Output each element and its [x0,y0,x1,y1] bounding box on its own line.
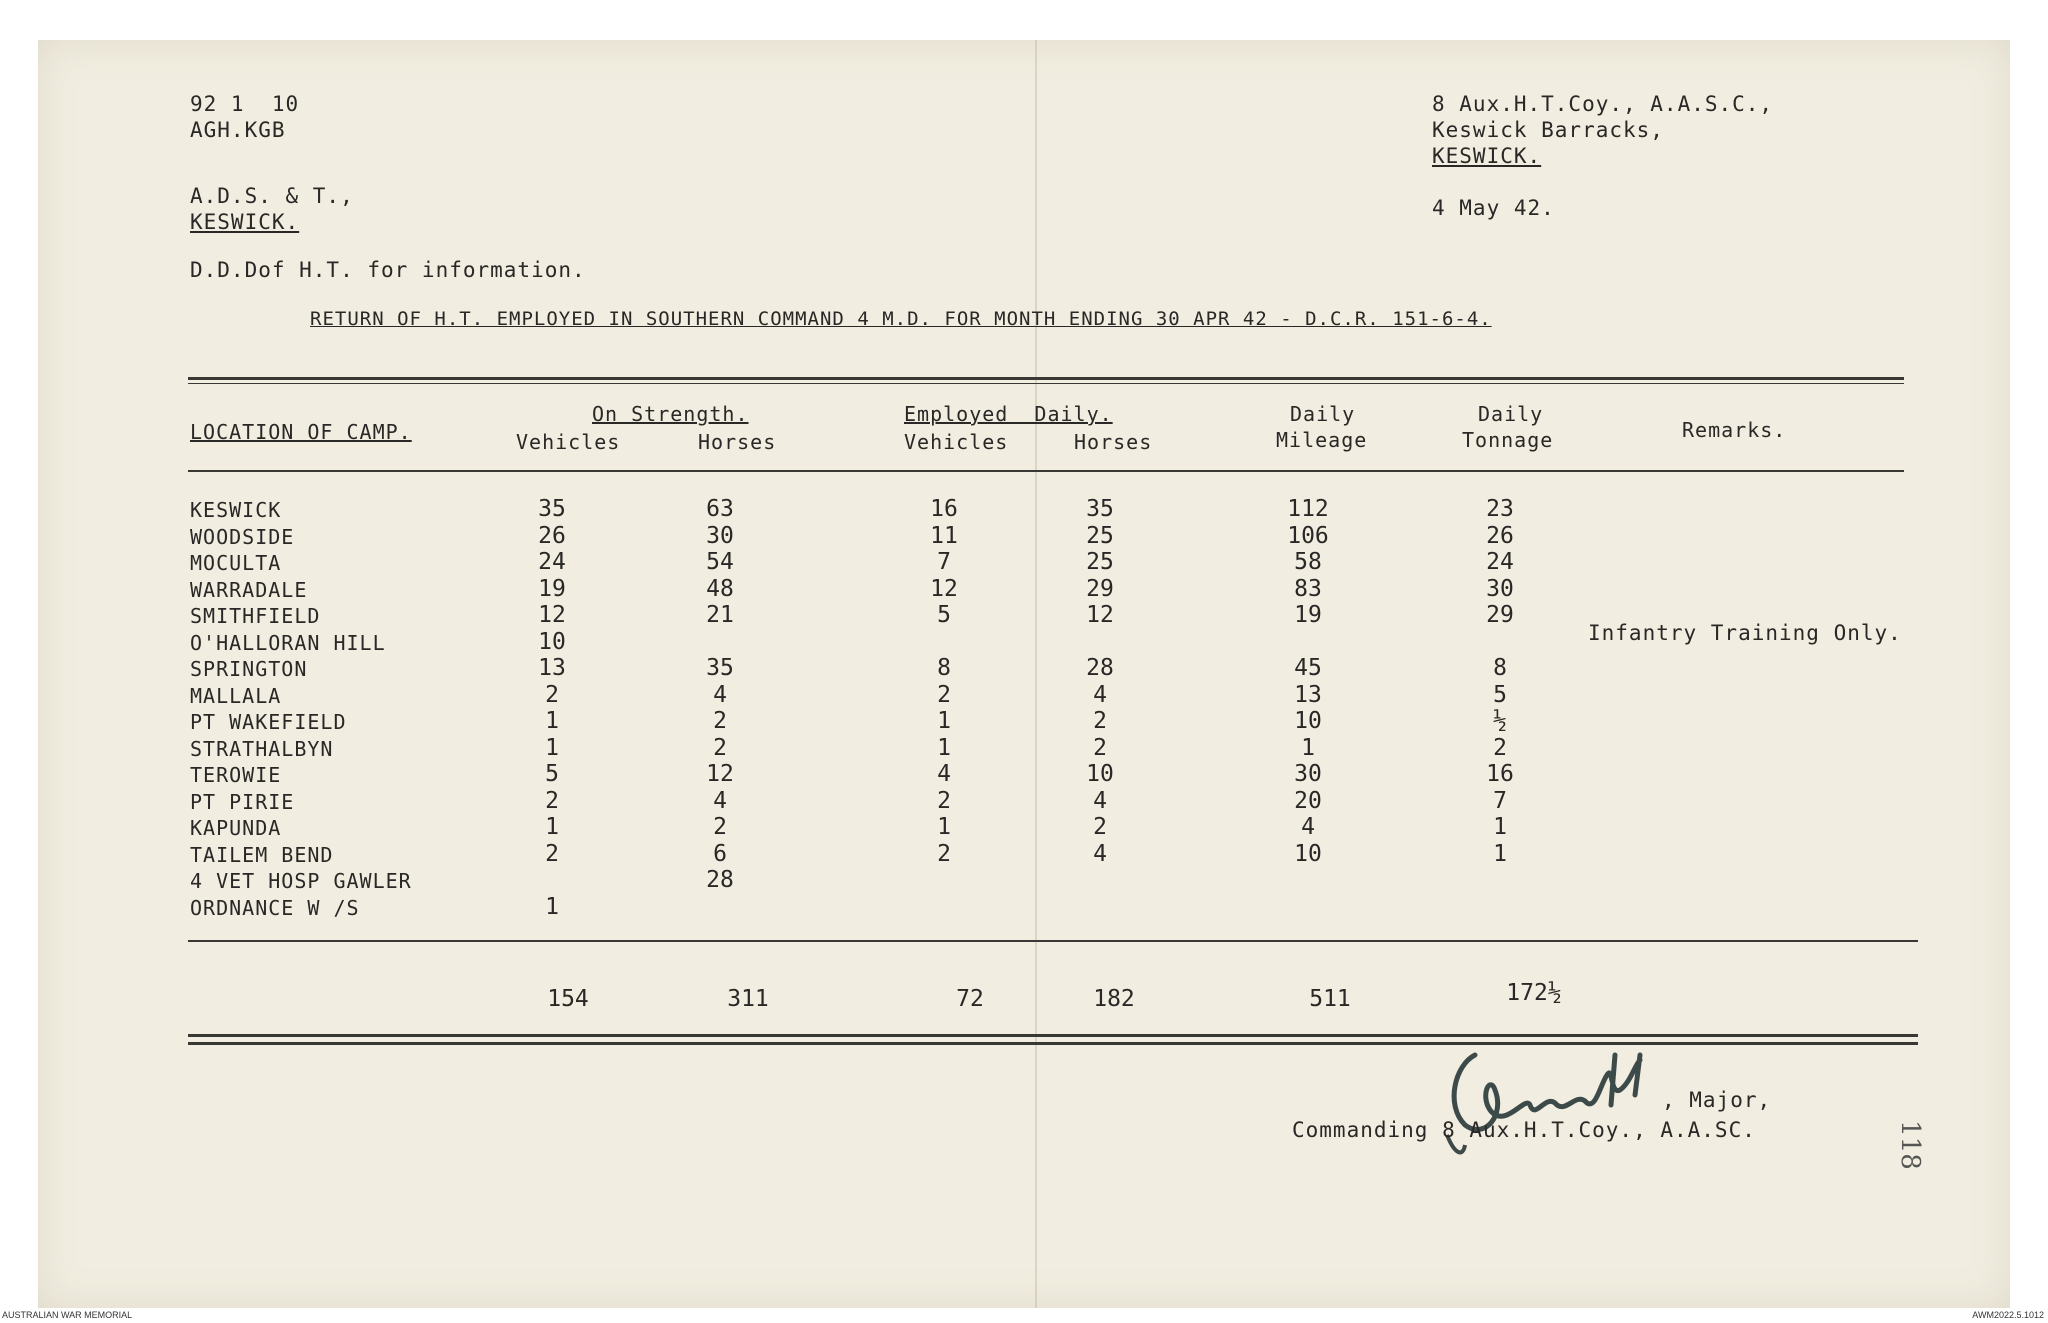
cell-ev: 7 [937,549,951,575]
margin-handwritten-note: 118 [1894,1120,1925,1170]
cell-sh: 63 [706,496,734,522]
cell-ev: 5 [937,602,951,628]
cell-sh: 48 [706,576,734,602]
cell-sh: 30 [706,523,734,549]
cell-sv: 2 [545,788,559,814]
column-daily-mileage-top: Daily [1290,402,1356,426]
cell-ev: 16 [930,496,958,522]
unit-barracks: Keswick Barracks, [1432,118,1664,142]
total-strength-vehicles: 154 [547,986,589,1012]
camp-location: SPRINGTON [190,657,308,681]
camp-location: KAPUNDA [190,816,282,840]
cell-eh: 29 [1086,576,1114,602]
addressee: A.D.S. & T., [190,184,354,208]
cell-ev: 4 [937,761,951,787]
column-location: LOCATION OF CAMP. [190,420,412,444]
fold-line [1035,40,1037,1308]
cell-sh: 2 [713,708,727,734]
cell-sh: 4 [713,682,727,708]
total-mileage: 511 [1309,986,1351,1012]
footer-right: AWM2022.5.1012 [1972,1310,2044,1320]
remarks-cell: Infantry Training Only. [1588,621,1902,645]
column-employed-vehicles: Vehicles [904,430,1009,454]
cell-mi: 58 [1294,549,1322,575]
cell-sv: 1 [545,735,559,761]
footer-left: AUSTRALIAN WAR MEMORIAL [2,1310,133,1320]
cell-eh: 25 [1086,523,1114,549]
cell-mi: 13 [1294,682,1322,708]
cell-to: ½ [1493,708,1507,734]
cell-to: 2 [1493,735,1507,761]
camp-location: MALLALA [190,684,282,708]
cell-eh: 4 [1093,841,1107,867]
cell-sv: 1 [545,894,559,920]
cell-mi: 10 [1294,708,1322,734]
cell-to: 30 [1486,576,1514,602]
cell-to: 23 [1486,496,1514,522]
cell-sv: 24 [538,549,566,575]
cell-to: 1 [1493,814,1507,840]
camp-location: KESWICK [190,498,282,522]
table-top-rule [188,377,1904,380]
cell-mi: 20 [1294,788,1322,814]
document-title: RETURN OF H.T. EMPLOYED IN SOUTHERN COMMAND 4 M.D. FOR MONTH ENDING 30 APR 42 - D.C.R. 151-6-4. [310,308,1492,330]
cell-mi: 19 [1294,602,1322,628]
cell-mi: 106 [1287,523,1329,549]
unit-location: KESWICK. [1432,144,1542,168]
column-remarks: Remarks. [1682,418,1787,442]
cell-to: 26 [1486,523,1514,549]
signatory-rank: , Major, [1662,1088,1772,1112]
column-strength-vehicles: Vehicles [516,430,621,454]
cell-sv: 10 [538,629,566,655]
camp-location: WOODSIDE [190,525,295,549]
cell-ev: 2 [937,788,951,814]
total-tonnage: 172½ [1506,980,1562,1006]
column-employed-daily: Employed Daily. [904,402,1113,426]
camp-location: 4 VET HOSP GAWLER [190,869,412,893]
cell-ev: 1 [937,735,951,761]
cell-ev: 11 [930,523,958,549]
cell-sv: 19 [538,576,566,602]
cell-mi: 30 [1294,761,1322,787]
camp-location: TAILEM BEND [190,843,334,867]
copy-to-line: D.D.Dof H.T. for information. [190,258,586,282]
cell-eh: 12 [1086,602,1114,628]
cell-eh: 28 [1086,655,1114,681]
cell-to: 24 [1486,549,1514,575]
total-strength-horses: 311 [727,986,769,1012]
cell-to: 1 [1493,841,1507,867]
cell-sh: 21 [706,602,734,628]
cell-sv: 1 [545,814,559,840]
cell-sh: 54 [706,549,734,575]
cell-mi: 45 [1294,655,1322,681]
column-strength-horses: Horses [698,430,777,454]
cell-sv: 1 [545,708,559,734]
cell-sh: 28 [706,867,734,893]
cell-ev: 2 [937,682,951,708]
cell-ev: 12 [930,576,958,602]
cell-eh: 25 [1086,549,1114,575]
camp-location: SMITHFIELD [190,604,321,628]
cell-eh: 35 [1086,496,1114,522]
column-mileage: Mileage [1276,428,1368,452]
header-bottom-rule [188,470,1904,472]
cell-sh: 12 [706,761,734,787]
cell-sh: 6 [713,841,727,867]
cell-eh: 4 [1093,682,1107,708]
cell-eh: 2 [1093,814,1107,840]
cell-sv: 2 [545,841,559,867]
cell-eh: 2 [1093,735,1107,761]
cell-sv: 13 [538,655,566,681]
signatory-command: Commanding 8 Aux.H.T.Coy., A.A.SC. [1292,1118,1756,1142]
cell-mi: 1 [1301,735,1315,761]
column-on-strength: On Strength. [592,402,749,426]
camp-location: MOCULTA [190,551,282,575]
camp-location: TEROWIE [190,763,282,787]
camp-location: WARRADALE [190,578,308,602]
cell-mi: 112 [1287,496,1329,522]
cell-mi: 10 [1294,841,1322,867]
totals-top-rule [188,940,1918,942]
unit-name: 8 Aux.H.T.Coy., A.A.S.C., [1432,92,1774,116]
cell-sh: 4 [713,788,727,814]
cell-sh: 2 [713,814,727,840]
addressee-location: KESWICK. [190,210,300,234]
column-daily-tonnage-top: Daily [1478,402,1544,426]
cell-to: 8 [1493,655,1507,681]
total-employed-horses: 182 [1093,986,1135,1012]
cell-mi: 83 [1294,576,1322,602]
cell-sv: 5 [545,761,559,787]
archive-footer [0,1309,2048,1323]
cell-ev: 2 [937,841,951,867]
reference-number: 92 1 10 [190,92,300,116]
cell-sh: 2 [713,735,727,761]
cell-sv: 2 [545,682,559,708]
cell-to: 29 [1486,602,1514,628]
cell-to: 7 [1493,788,1507,814]
cell-eh: 2 [1093,708,1107,734]
cell-ev: 1 [937,814,951,840]
cell-eh: 10 [1086,761,1114,787]
camp-location: STRATHALBYN [190,737,334,761]
cell-ev: 8 [937,655,951,681]
cell-mi: 4 [1301,814,1315,840]
cell-sv: 26 [538,523,566,549]
cell-eh: 4 [1093,788,1107,814]
cell-sv: 12 [538,602,566,628]
table-top-rule-2 [188,383,1904,384]
total-employed-vehicles: 72 [956,986,984,1012]
camp-location: ORDNANCE W /S [190,896,360,920]
cell-to: 5 [1493,682,1507,708]
cell-to: 16 [1486,761,1514,787]
cell-ev: 1 [937,708,951,734]
camp-location: PT WAKEFIELD [190,710,347,734]
camp-location: O'HALLORAN HILL [190,631,386,655]
column-employed-horses: Horses [1074,430,1153,454]
cell-sv: 35 [538,496,566,522]
reference-initials: AGH.KGB [190,118,286,142]
column-tonnage: Tonnage [1462,428,1554,452]
cell-sh: 35 [706,655,734,681]
document-date: 4 May 42. [1432,196,1555,220]
handwritten-signature [1435,1035,1695,1165]
camp-location: PT PIRIE [190,790,295,814]
